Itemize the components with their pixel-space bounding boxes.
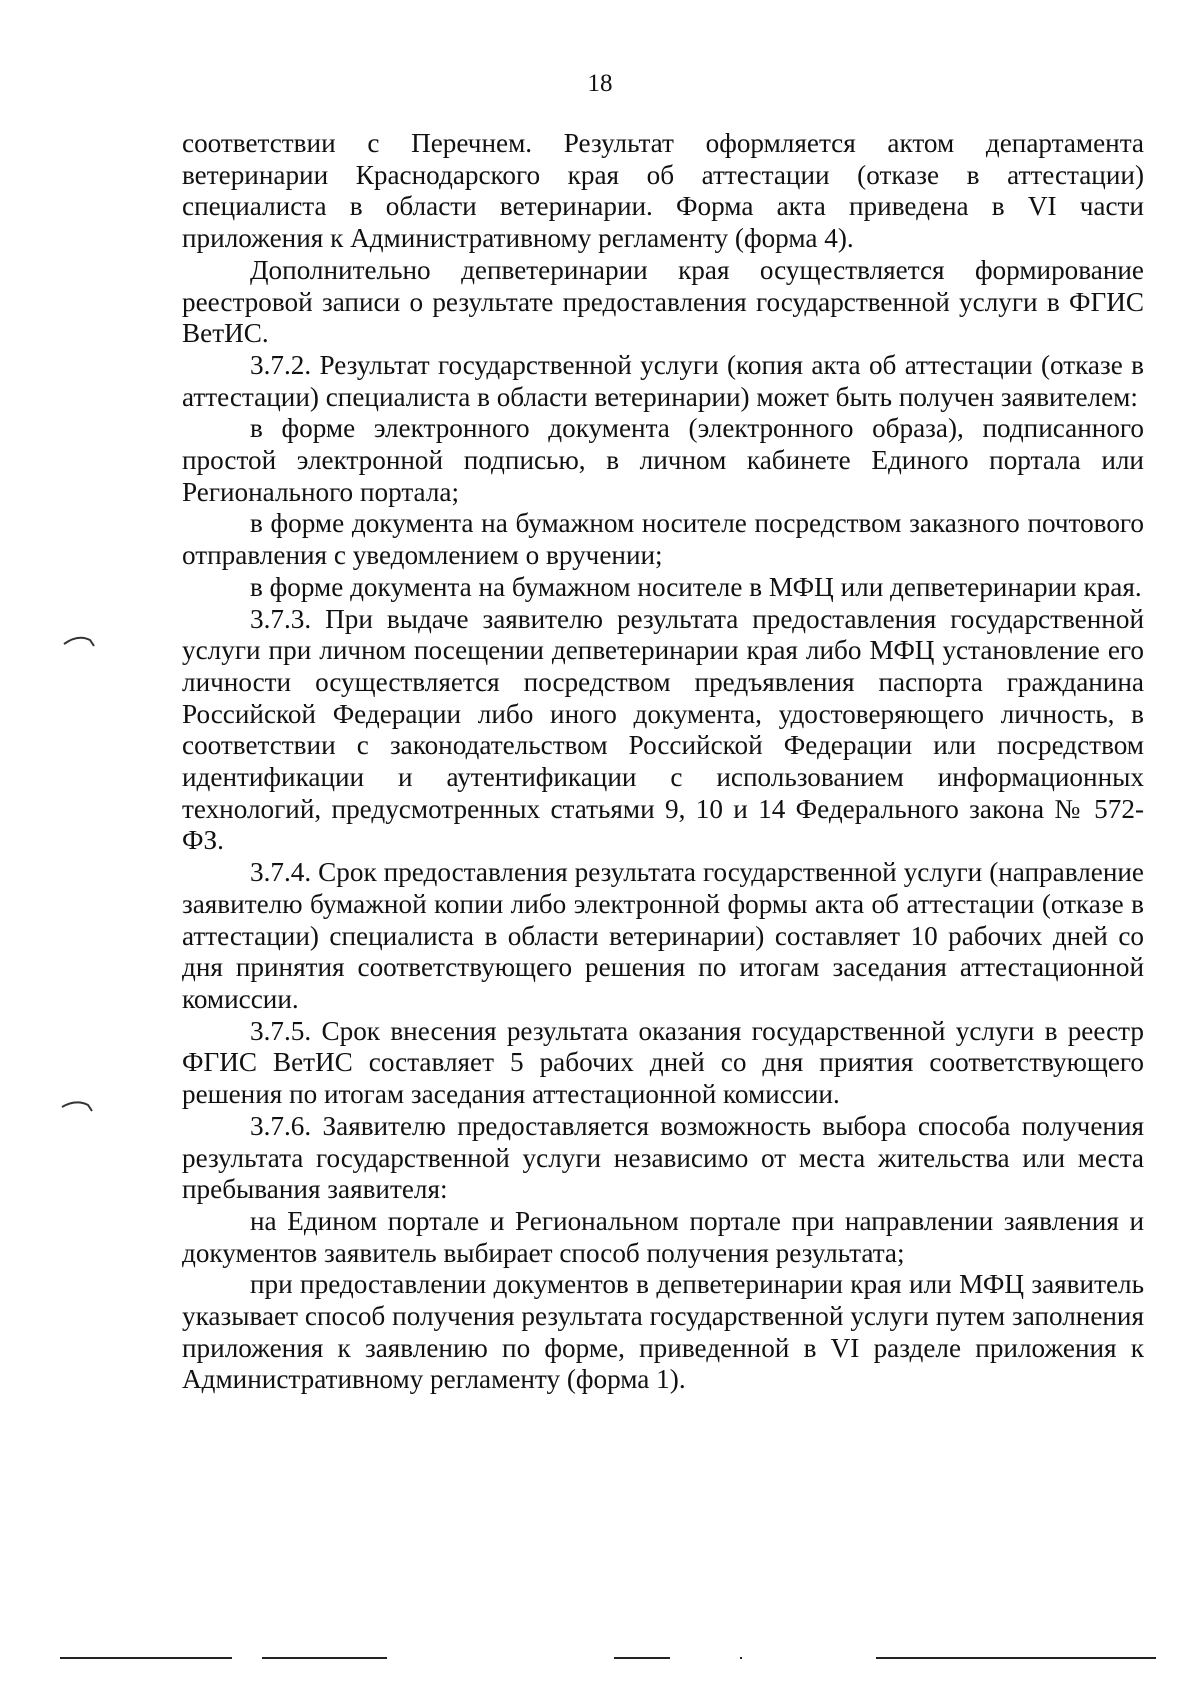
footer-line [876,1657,1156,1659]
paragraph: 3.7.2. Результат государственной услуги (копия акта об аттестации (отказе в аттестации) специалиста в области ветеринарии) может быть получен заявителем: [182,349,1144,412]
paragraph: 3.7.6. Заявителю предоставляется возможность выбора способа получения результата государственной услуги независимо от места жительства или места пребывания заявителя: [182,1110,1144,1205]
paragraph: 3.7.5. Срок внесения результата оказания государственной услуги в реестр ФГИС ВетИС составляет 5 рабочих дней со дня приятия соответствующего решения по итогам заседания аттестационной комиссии. [182,1015,1144,1110]
document-body [182,128,1144,1396]
paragraph: на Едином портале и Региональном портале при направлении заявления и документов заявитель выбирает способ получения результата; [182,1205,1144,1268]
footer-line [614,1657,670,1659]
footer-line [60,1657,232,1659]
scan-mark [60,632,100,652]
paragraph: в форме документа на бумажном носителе посредством заказного почтового отправления с уведомлением о вручении; [182,508,1144,571]
footer-line [740,1657,742,1659]
paragraph: Дополнительно депветеринарии края осуществляется формирование реестровой записи о результате предоставления государственной услуги в ФГИС ВетИС. [182,254,1144,349]
paragraph: 3.7.3. При выдаче заявителю результата предоставления государственной услуги при личном посещении депветеринарии края либо МФЦ установление его личности осуществляется посредством предъявления паспорта гражданина Российской Федерации либо иного документа, удостоверяющего личность, в соответствии с законодательством Российской Федерации или посредством идентификации и аутентификации с использованием информационных технологий, предусмотренных статьями 9, 10 и 14 Федерального закона № 572-ФЗ. [182,603,1144,856]
paragraph: в форме документа на бумажном носителе в МФЦ или депветеринарии края. [250,571,1142,602]
page-number: 18 [587,70,613,97]
paragraph: при предоставлении документов в депветеринарии края или МФЦ заявитель указывает способ получения результата государственной услуги путем заполнения приложения к заявлению по форме, приведенной в VI разделе приложения к Административному регламенту (форма 1). [182,1269,1144,1395]
paragraph: в форме электронного документа (электронного образа), подписанного простой электронной подписью, в личном кабинете Единого портала или Регионального портала; [182,413,1144,507]
scan-mark [58,1097,98,1117]
paragraph: 3.7.4. Срок предоставления результата государственной услуги (направление заявителю бумажной копии либо электронной формы акта об аттестации (отказе в аттестации) специалиста в области ветеринарии) составляет 10 рабочих дней со дня принятия соответствующего решения по итогам заседания аттестационной комиссии. [182,857,1144,1014]
paragraph: соответствии с Перечнем. Результат оформляется актом департамента ветеринарии Краснодарского края об аттестации (отказе в аттестации) специалиста в области ветеринарии. Форма акта приведена в VI части приложения к Административному регламенту (форма 4). [182,128,1144,254]
footer-line [262,1657,387,1659]
